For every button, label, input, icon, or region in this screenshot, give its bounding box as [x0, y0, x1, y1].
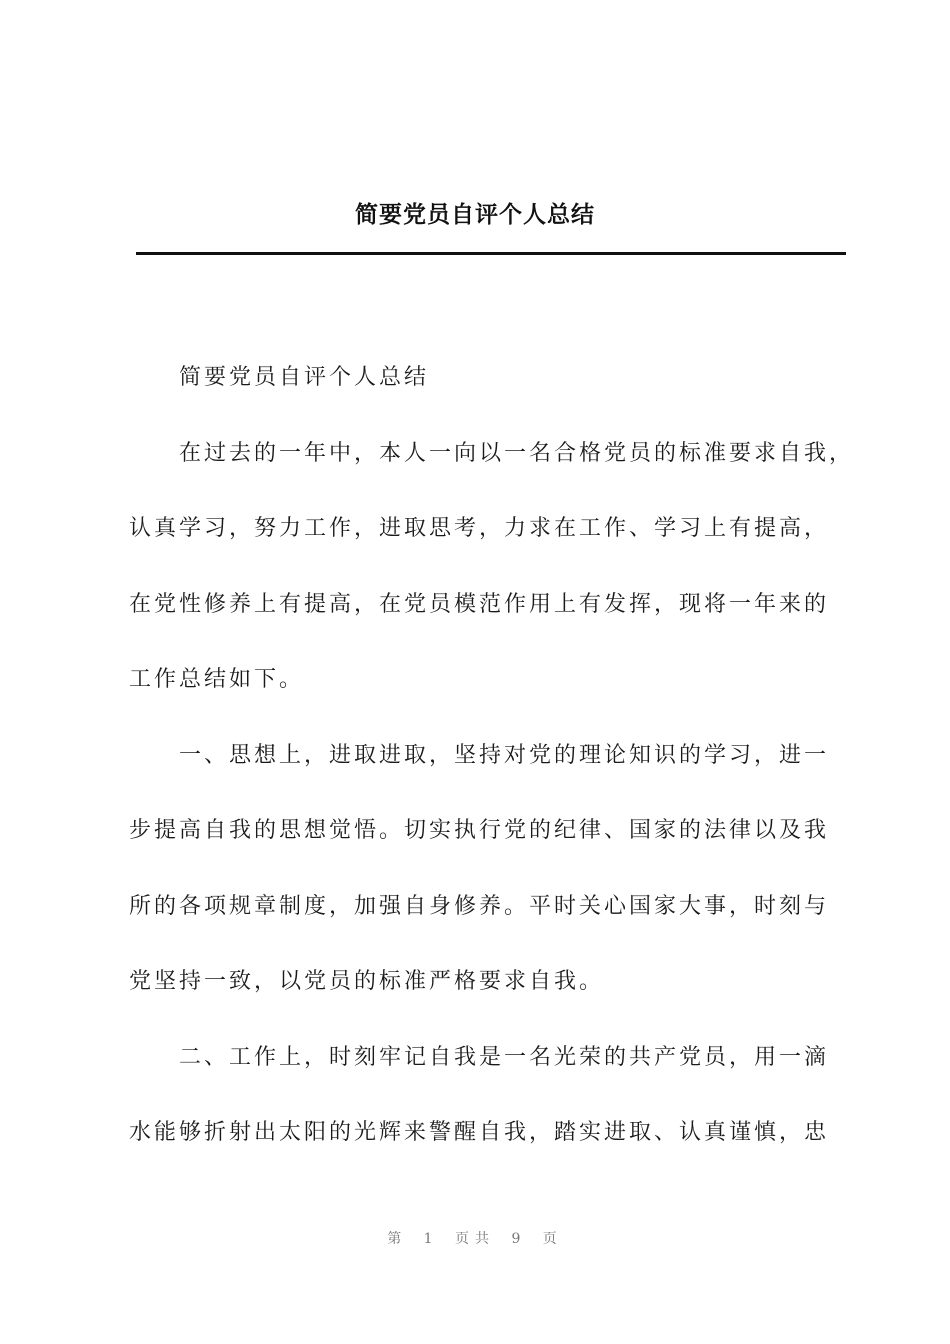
document-body	[129, 340, 855, 1171]
body-line: 水能够折射出太阳的光辉来警醒自我，踏实进取、认真谨慎，忠	[129, 1120, 830, 1145]
body-line: 二、工作上，时刻牢记自我是一名光荣的共产党员，用一滴	[179, 1044, 830, 1070]
body-line: 在党性修养上有提高，在党员模范作用上有发挥，现将一年来的	[129, 591, 830, 617]
title-underline	[136, 252, 846, 255]
page-number-footer: 第 1 页共 9 页	[387, 1231, 563, 1247]
body-line: 简要党员自评个人总结	[179, 365, 430, 390]
document-title: 简要党员自评个人总结	[355, 202, 595, 228]
body-line: 认真学习，努力工作，进取思考，力求在工作、学习上有提高，	[129, 516, 830, 541]
body-line: 所的各项规章制度，加强自身修养。平时关心国家大事，时刻与	[129, 893, 830, 919]
body-line: 一、思想上，进取进取，坚持对党的理论知识的学习，进一	[179, 742, 830, 768]
body-line: 步提高自我的思想觉悟。切实执行党的纪律、国家的法律以及我	[129, 818, 830, 843]
body-line: 党坚持一致，以党员的标准严格要求自我。	[129, 969, 605, 994]
body-line: 在过去的一年中，本人一向以一名合格党员的标准要求自我，	[179, 440, 855, 466]
body-line: 工作总结如下。	[129, 667, 305, 692]
